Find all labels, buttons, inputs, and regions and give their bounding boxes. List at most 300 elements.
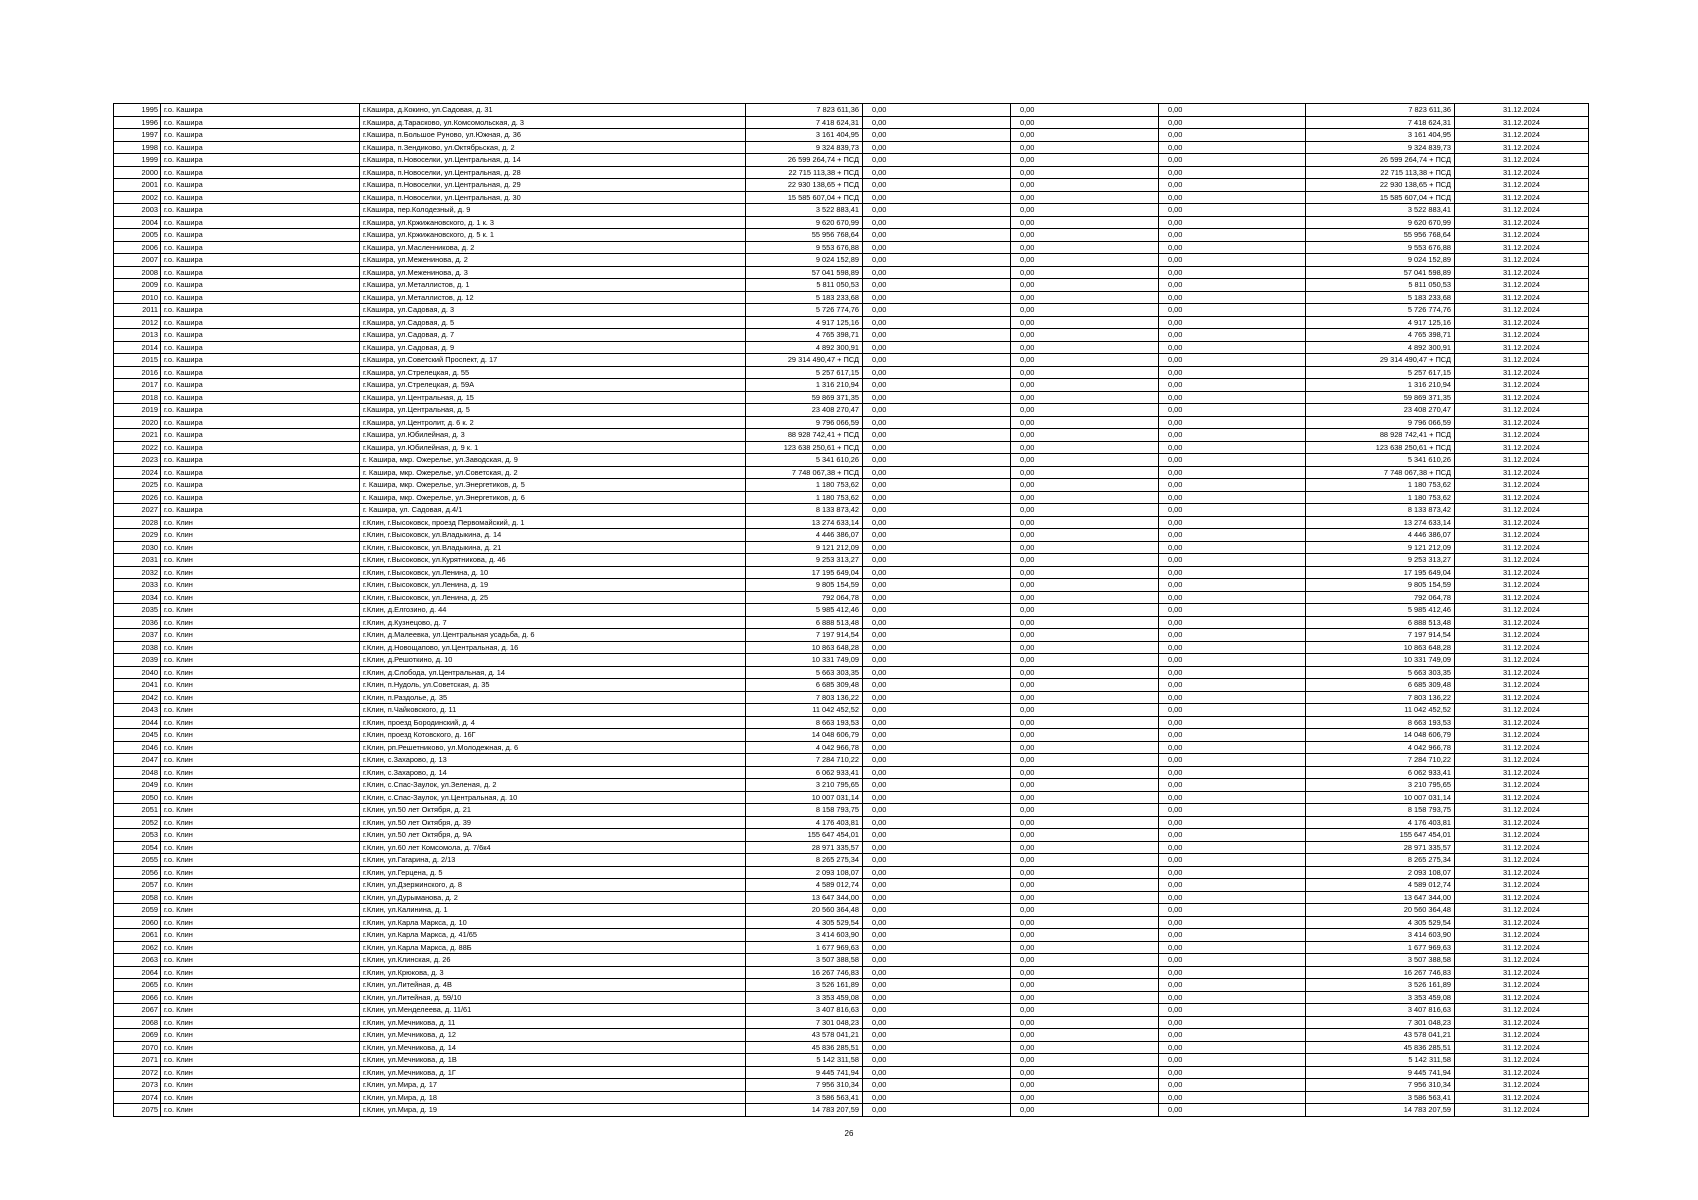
fund-cost-cell: 6 888 513,48	[1306, 616, 1455, 629]
municipality-cell: г.о. Кашира	[161, 341, 360, 354]
row-number: 2051	[114, 804, 161, 817]
federal-budget-cell: 0,00	[863, 391, 1011, 404]
completion-date-cell: 31.12.2024	[1455, 104, 1589, 117]
completion-date-cell: 31.12.2024	[1455, 641, 1589, 654]
municipality-cell: г.о. Клин	[161, 1091, 360, 1104]
fund-cost-cell: 5 726 774,76	[1306, 304, 1455, 317]
table-row	[114, 929, 1589, 942]
municipality-cell: г.о. Клин	[161, 991, 360, 1004]
regional-budget-cell: 0,00	[1011, 241, 1159, 254]
address-cell: г.Клин, с.Захарово, д. 13	[360, 754, 746, 767]
regional-budget-cell: 0,00	[1011, 954, 1159, 967]
table-row	[114, 191, 1589, 204]
completion-date-cell: 31.12.2024	[1455, 379, 1589, 392]
municipality-cell: г.о. Клин	[161, 1104, 360, 1117]
table-row	[114, 654, 1589, 667]
municipality-cell: г.о. Клин	[161, 766, 360, 779]
local-budget-cell: 0,00	[1159, 654, 1306, 667]
table-row	[114, 204, 1589, 217]
row-number: 2020	[114, 416, 161, 429]
local-budget-cell: 0,00	[1159, 191, 1306, 204]
address-cell: г.Клин, проезд Бородинский, д. 4	[360, 716, 746, 729]
address-cell: г.Кашира, пер.Колодезный, д. 9	[360, 204, 746, 217]
table-row	[114, 1004, 1589, 1017]
address-cell: г.Клин, д.Елгозино, д. 44	[360, 604, 746, 617]
total-cost-cell: 14 783 207,59	[746, 1104, 863, 1117]
total-cost-cell: 5 985 412,46	[746, 604, 863, 617]
address-cell: г.Кашира, ул.Масленникова, д. 2	[360, 241, 746, 254]
total-cost-cell: 5 257 617,15	[746, 366, 863, 379]
regional-budget-cell: 0,00	[1011, 529, 1159, 542]
federal-budget-cell: 0,00	[863, 1066, 1011, 1079]
row-number: 2047	[114, 754, 161, 767]
total-cost-cell: 3 210 795,65	[746, 779, 863, 792]
municipality-cell: г.о. Клин	[161, 729, 360, 742]
address-cell: г.Клин, ул.Литейная, д. 59/10	[360, 991, 746, 1004]
address-cell: г.Клин, д.Новощапово, ул.Центральная, д. 16	[360, 641, 746, 654]
local-budget-cell: 0,00	[1159, 729, 1306, 742]
row-number: 2011	[114, 304, 161, 317]
municipality-cell: г.о. Клин	[161, 779, 360, 792]
address-cell: г.Клин, ул.Мечникова, д. 12	[360, 1029, 746, 1042]
row-number: 2007	[114, 254, 161, 267]
fund-cost-cell: 13 274 633,14	[1306, 516, 1455, 529]
row-number: 2013	[114, 329, 161, 342]
table-row	[114, 804, 1589, 817]
table-row	[114, 1016, 1589, 1029]
regional-budget-cell: 0,00	[1011, 254, 1159, 267]
total-cost-cell: 4 446 386,07	[746, 529, 863, 542]
completion-date-cell: 31.12.2024	[1455, 891, 1589, 904]
federal-budget-cell: 0,00	[863, 104, 1011, 117]
table-row	[114, 916, 1589, 929]
completion-date-cell: 31.12.2024	[1455, 141, 1589, 154]
fund-cost-cell: 59 869 371,35	[1306, 391, 1455, 404]
local-budget-cell: 0,00	[1159, 591, 1306, 604]
row-number: 2041	[114, 679, 161, 692]
row-number: 2046	[114, 741, 161, 754]
federal-budget-cell: 0,00	[863, 291, 1011, 304]
regional-budget-cell: 0,00	[1011, 854, 1159, 867]
total-cost-cell: 2 093 108,07	[746, 866, 863, 879]
total-cost-cell: 3 414 603,90	[746, 929, 863, 942]
address-cell: г.Кашира, п.Новоселки, ул.Центральная, д. 30	[360, 191, 746, 204]
regional-budget-cell: 0,00	[1011, 641, 1159, 654]
total-cost-cell: 1 316 210,94	[746, 379, 863, 392]
table-row	[114, 279, 1589, 292]
municipality-cell: г.о. Кашира	[161, 166, 360, 179]
table-row	[114, 454, 1589, 467]
row-number: 2006	[114, 241, 161, 254]
completion-date-cell: 31.12.2024	[1455, 1104, 1589, 1117]
local-budget-cell: 0,00	[1159, 254, 1306, 267]
municipality-cell: г.о. Клин	[161, 641, 360, 654]
completion-date-cell: 31.12.2024	[1455, 554, 1589, 567]
federal-budget-cell: 0,00	[863, 466, 1011, 479]
address-cell: г.Кашира, ул.Центральная, д. 5	[360, 404, 746, 417]
regional-budget-cell: 0,00	[1011, 129, 1159, 142]
table-row	[114, 979, 1589, 992]
table-row	[114, 741, 1589, 754]
row-number: 2054	[114, 841, 161, 854]
local-budget-cell: 0,00	[1159, 141, 1306, 154]
local-budget-cell: 0,00	[1159, 429, 1306, 442]
fund-cost-cell: 3 414 603,90	[1306, 929, 1455, 942]
address-cell: г.Клин, ул.Литейная, д. 4В	[360, 979, 746, 992]
total-cost-cell: 4 305 529,54	[746, 916, 863, 929]
address-cell: г.Кашира, д.Тарасково, ул.Комсомольская, д. 3	[360, 116, 746, 129]
total-cost-cell: 43 578 041,21	[746, 1029, 863, 1042]
table-row	[114, 354, 1589, 367]
local-budget-cell: 0,00	[1159, 416, 1306, 429]
local-budget-cell: 0,00	[1159, 904, 1306, 917]
row-number: 2045	[114, 729, 161, 742]
local-budget-cell: 0,00	[1159, 866, 1306, 879]
completion-date-cell: 31.12.2024	[1455, 529, 1589, 542]
fund-cost-cell: 55 956 768,64	[1306, 229, 1455, 242]
row-number: 2005	[114, 229, 161, 242]
row-number: 2059	[114, 904, 161, 917]
table-row	[114, 854, 1589, 867]
municipality-cell: г.о. Клин	[161, 529, 360, 542]
federal-budget-cell: 0,00	[863, 991, 1011, 1004]
municipality-cell: г.о. Клин	[161, 916, 360, 929]
regional-budget-cell: 0,00	[1011, 929, 1159, 942]
total-cost-cell: 5 726 774,76	[746, 304, 863, 317]
completion-date-cell: 31.12.2024	[1455, 1004, 1589, 1017]
local-budget-cell: 0,00	[1159, 341, 1306, 354]
total-cost-cell: 13 647 344,00	[746, 891, 863, 904]
total-cost-cell: 10 331 749,09	[746, 654, 863, 667]
completion-date-cell: 31.12.2024	[1455, 941, 1589, 954]
municipality-cell: г.о. Клин	[161, 1066, 360, 1079]
total-cost-cell: 9 553 676,88	[746, 241, 863, 254]
municipality-cell: г.о. Клин	[161, 666, 360, 679]
address-cell: г.Кашира, ул.Меженинова, д. 3	[360, 266, 746, 279]
completion-date-cell: 31.12.2024	[1455, 1091, 1589, 1104]
total-cost-cell: 45 836 285,51	[746, 1041, 863, 1054]
municipality-cell: г.о. Клин	[161, 941, 360, 954]
completion-date-cell: 31.12.2024	[1455, 241, 1589, 254]
federal-budget-cell: 0,00	[863, 216, 1011, 229]
fund-cost-cell: 88 928 742,41 + ПСД	[1306, 429, 1455, 442]
municipality-cell: г.о. Кашира	[161, 329, 360, 342]
table-row	[114, 1041, 1589, 1054]
total-cost-cell: 17 195 649,04	[746, 566, 863, 579]
table-row	[114, 141, 1589, 154]
municipality-cell: г.о. Кашира	[161, 479, 360, 492]
table-row	[114, 554, 1589, 567]
federal-budget-cell: 0,00	[863, 741, 1011, 754]
row-number: 2064	[114, 966, 161, 979]
table-row	[114, 716, 1589, 729]
fund-cost-cell: 3 407 816,63	[1306, 1004, 1455, 1017]
address-cell: г.Клин, ул.50 лет Октября, д. 39	[360, 816, 746, 829]
fund-cost-cell: 4 446 386,07	[1306, 529, 1455, 542]
fund-cost-cell: 14 048 606,79	[1306, 729, 1455, 742]
regional-budget-cell: 0,00	[1011, 741, 1159, 754]
federal-budget-cell: 0,00	[863, 529, 1011, 542]
federal-budget-cell: 0,00	[863, 616, 1011, 629]
local-budget-cell: 0,00	[1159, 941, 1306, 954]
address-cell: г.Клин, рп.Решетниково, ул.Молодежная, д. 6	[360, 741, 746, 754]
municipality-cell: г.о. Кашира	[161, 291, 360, 304]
table-row	[114, 641, 1589, 654]
total-cost-cell: 10 007 031,14	[746, 791, 863, 804]
address-cell: г.Клин, ул.Мира, д. 19	[360, 1104, 746, 1117]
address-cell: г.Клин, ул.60 лет Комсомола, д. 7/6к4	[360, 841, 746, 854]
federal-budget-cell: 0,00	[863, 516, 1011, 529]
local-budget-cell: 0,00	[1159, 741, 1306, 754]
address-cell: г.Кашира, ул.Стрелецкая, д. 55	[360, 366, 746, 379]
completion-date-cell: 31.12.2024	[1455, 729, 1589, 742]
row-number: 2050	[114, 791, 161, 804]
address-cell: г.Кашира, п.Новоселки, ул.Центральная, д. 28	[360, 166, 746, 179]
address-cell: г.Клин, г.Высоковск, ул.Владыкина, д. 21	[360, 541, 746, 554]
fund-cost-cell: 6 062 933,41	[1306, 766, 1455, 779]
total-cost-cell: 28 971 335,57	[746, 841, 863, 854]
row-number: 2044	[114, 716, 161, 729]
local-budget-cell: 0,00	[1159, 516, 1306, 529]
municipality-cell: г.о. Клин	[161, 629, 360, 642]
municipality-cell: г.о. Клин	[161, 654, 360, 667]
municipality-cell: г.о. Клин	[161, 579, 360, 592]
municipality-cell: г.о. Кашира	[161, 354, 360, 367]
total-cost-cell: 14 048 606,79	[746, 729, 863, 742]
completion-date-cell: 31.12.2024	[1455, 316, 1589, 329]
address-cell: г.Кашира, ул.Металлистов, д. 1	[360, 279, 746, 292]
total-cost-cell: 9 620 670,99	[746, 216, 863, 229]
row-number: 1999	[114, 154, 161, 167]
completion-date-cell: 31.12.2024	[1455, 1054, 1589, 1067]
completion-date-cell: 31.12.2024	[1455, 1066, 1589, 1079]
table-row	[114, 379, 1589, 392]
row-number: 2022	[114, 441, 161, 454]
completion-date-cell: 31.12.2024	[1455, 1079, 1589, 1092]
total-cost-cell: 3 161 404,95	[746, 129, 863, 142]
local-budget-cell: 0,00	[1159, 691, 1306, 704]
row-number: 2037	[114, 629, 161, 642]
fund-cost-cell: 26 599 264,74 + ПСД	[1306, 154, 1455, 167]
municipality-cell: г.о. Клин	[161, 604, 360, 617]
municipality-cell: г.о. Кашира	[161, 491, 360, 504]
federal-budget-cell: 0,00	[863, 1054, 1011, 1067]
fund-cost-cell: 8 133 873,42	[1306, 504, 1455, 517]
fund-cost-cell: 57 041 598,89	[1306, 266, 1455, 279]
fund-cost-cell: 8 158 793,75	[1306, 804, 1455, 817]
regional-budget-cell: 0,00	[1011, 491, 1159, 504]
table-row	[114, 366, 1589, 379]
fund-cost-cell: 7 748 067,38 + ПСД	[1306, 466, 1455, 479]
completion-date-cell: 31.12.2024	[1455, 254, 1589, 267]
federal-budget-cell: 0,00	[863, 829, 1011, 842]
address-cell: г.Кашира, п.Новоселки, ул.Центральная, д. 14	[360, 154, 746, 167]
total-cost-cell: 5 341 610,26	[746, 454, 863, 467]
total-cost-cell: 16 267 746,83	[746, 966, 863, 979]
regional-budget-cell: 0,00	[1011, 866, 1159, 879]
completion-date-cell: 31.12.2024	[1455, 1016, 1589, 1029]
fund-cost-cell: 1 180 753,62	[1306, 491, 1455, 504]
local-budget-cell: 0,00	[1159, 1079, 1306, 1092]
completion-date-cell: 31.12.2024	[1455, 304, 1589, 317]
total-cost-cell: 3 407 816,63	[746, 1004, 863, 1017]
municipality-cell: г.о. Клин	[161, 1016, 360, 1029]
completion-date-cell: 31.12.2024	[1455, 704, 1589, 717]
address-cell: г. Кашира, мкр. Ожерелье, ул.Энергетиков, д. 5	[360, 479, 746, 492]
local-budget-cell: 0,00	[1159, 466, 1306, 479]
total-cost-cell: 9 324 839,73	[746, 141, 863, 154]
local-budget-cell: 0,00	[1159, 104, 1306, 117]
federal-budget-cell: 0,00	[863, 454, 1011, 467]
local-budget-cell: 0,00	[1159, 704, 1306, 717]
completion-date-cell: 31.12.2024	[1455, 166, 1589, 179]
local-budget-cell: 0,00	[1159, 291, 1306, 304]
municipality-cell: г.о. Клин	[161, 816, 360, 829]
local-budget-cell: 0,00	[1159, 816, 1306, 829]
fund-cost-cell: 4 176 403,81	[1306, 816, 1455, 829]
regional-budget-cell: 0,00	[1011, 141, 1159, 154]
fund-cost-cell: 6 685 309,48	[1306, 679, 1455, 692]
local-budget-cell: 0,00	[1159, 804, 1306, 817]
address-cell: г.Клин, д.Решоткино, д. 10	[360, 654, 746, 667]
row-number: 1995	[114, 104, 161, 117]
table-row	[114, 891, 1589, 904]
address-cell: г.Клин, п.Чайковского, д. 11	[360, 704, 746, 717]
completion-date-cell: 31.12.2024	[1455, 841, 1589, 854]
table-body	[114, 104, 1589, 1117]
municipality-cell: г.о. Клин	[161, 866, 360, 879]
row-number: 2036	[114, 616, 161, 629]
regional-budget-cell: 0,00	[1011, 616, 1159, 629]
local-budget-cell: 0,00	[1159, 954, 1306, 967]
municipality-cell: г.о. Клин	[161, 791, 360, 804]
row-number: 2038	[114, 641, 161, 654]
fund-cost-cell: 9 024 152,89	[1306, 254, 1455, 267]
fund-cost-cell: 20 560 364,48	[1306, 904, 1455, 917]
municipality-cell: г.о. Клин	[161, 1041, 360, 1054]
regional-budget-cell: 0,00	[1011, 204, 1159, 217]
fund-cost-cell: 22 715 113,38 + ПСД	[1306, 166, 1455, 179]
completion-date-cell: 31.12.2024	[1455, 991, 1589, 1004]
federal-budget-cell: 0,00	[863, 579, 1011, 592]
municipality-cell: г.о. Кашира	[161, 179, 360, 192]
completion-date-cell: 31.12.2024	[1455, 666, 1589, 679]
total-cost-cell: 22 715 113,38 + ПСД	[746, 166, 863, 179]
local-budget-cell: 0,00	[1159, 679, 1306, 692]
regional-budget-cell: 0,00	[1011, 716, 1159, 729]
total-cost-cell: 57 041 598,89	[746, 266, 863, 279]
completion-date-cell: 31.12.2024	[1455, 366, 1589, 379]
row-number: 2065	[114, 979, 161, 992]
fund-cost-cell: 7 803 136,22	[1306, 691, 1455, 704]
fund-cost-cell: 7 301 048,23	[1306, 1016, 1455, 1029]
row-number: 2002	[114, 191, 161, 204]
regional-budget-cell: 0,00	[1011, 354, 1159, 367]
local-budget-cell: 0,00	[1159, 454, 1306, 467]
table-row	[114, 566, 1589, 579]
row-number: 2021	[114, 429, 161, 442]
completion-date-cell: 31.12.2024	[1455, 779, 1589, 792]
local-budget-cell: 0,00	[1159, 891, 1306, 904]
local-budget-cell: 0,00	[1159, 991, 1306, 1004]
total-cost-cell: 7 956 310,34	[746, 1079, 863, 1092]
federal-budget-cell: 0,00	[863, 1004, 1011, 1017]
row-number: 2003	[114, 204, 161, 217]
local-budget-cell: 0,00	[1159, 129, 1306, 142]
total-cost-cell: 5 183 233,68	[746, 291, 863, 304]
municipality-cell: г.о. Клин	[161, 804, 360, 817]
federal-budget-cell: 0,00	[863, 341, 1011, 354]
completion-date-cell: 31.12.2024	[1455, 591, 1589, 604]
table-row	[114, 529, 1589, 542]
address-cell: г.Клин, д.Слобода, ул.Центральная, д. 14	[360, 666, 746, 679]
regional-budget-cell: 0,00	[1011, 679, 1159, 692]
table-row	[114, 416, 1589, 429]
fund-cost-cell: 22 930 138,65 + ПСД	[1306, 179, 1455, 192]
table-row	[114, 266, 1589, 279]
row-number: 2067	[114, 1004, 161, 1017]
federal-budget-cell: 0,00	[863, 666, 1011, 679]
row-number: 1998	[114, 141, 161, 154]
table-row	[114, 791, 1589, 804]
address-cell: г.Клин, ул.Дзержинского, д. 8	[360, 879, 746, 892]
table-row	[114, 941, 1589, 954]
regional-budget-cell: 0,00	[1011, 879, 1159, 892]
total-cost-cell: 26 599 264,74 + ПСД	[746, 154, 863, 167]
total-cost-cell: 5 663 303,35	[746, 666, 863, 679]
federal-budget-cell: 0,00	[863, 916, 1011, 929]
completion-date-cell: 31.12.2024	[1455, 816, 1589, 829]
table-row	[114, 504, 1589, 517]
regional-budget-cell: 0,00	[1011, 1054, 1159, 1067]
completion-date-cell: 31.12.2024	[1455, 179, 1589, 192]
table-row	[114, 579, 1589, 592]
address-cell: г. Кашира, ул. Садовая, д.4/1	[360, 504, 746, 517]
table-row	[114, 829, 1589, 842]
address-cell: г.Кашира, ул.Юбилейная, д. 3	[360, 429, 746, 442]
municipality-cell: г.о. Клин	[161, 979, 360, 992]
row-number: 2049	[114, 779, 161, 792]
federal-budget-cell: 0,00	[863, 879, 1011, 892]
completion-date-cell: 31.12.2024	[1455, 291, 1589, 304]
local-budget-cell: 0,00	[1159, 566, 1306, 579]
fund-cost-cell: 3 161 404,95	[1306, 129, 1455, 142]
completion-date-cell: 31.12.2024	[1455, 804, 1589, 817]
table-row	[114, 629, 1589, 642]
completion-date-cell: 31.12.2024	[1455, 491, 1589, 504]
table-row	[114, 116, 1589, 129]
address-cell: г.Кашира, ул.Советский Проспект, д. 17	[360, 354, 746, 367]
fund-cost-cell: 4 305 529,54	[1306, 916, 1455, 929]
fund-cost-cell: 3 353 459,08	[1306, 991, 1455, 1004]
local-budget-cell: 0,00	[1159, 304, 1306, 317]
total-cost-cell: 7 823 611,36	[746, 104, 863, 117]
table-row	[114, 779, 1589, 792]
municipality-cell: г.о. Клин	[161, 516, 360, 529]
regional-budget-cell: 0,00	[1011, 704, 1159, 717]
total-cost-cell: 9 805 154,59	[746, 579, 863, 592]
regional-budget-cell: 0,00	[1011, 1079, 1159, 1092]
federal-budget-cell: 0,00	[863, 891, 1011, 904]
regional-budget-cell: 0,00	[1011, 229, 1159, 242]
municipality-cell: г.о. Кашира	[161, 141, 360, 154]
regional-budget-cell: 0,00	[1011, 166, 1159, 179]
row-number: 2031	[114, 554, 161, 567]
row-number: 2040	[114, 666, 161, 679]
federal-budget-cell: 0,00	[863, 141, 1011, 154]
federal-budget-cell: 0,00	[863, 954, 1011, 967]
completion-date-cell: 31.12.2024	[1455, 791, 1589, 804]
